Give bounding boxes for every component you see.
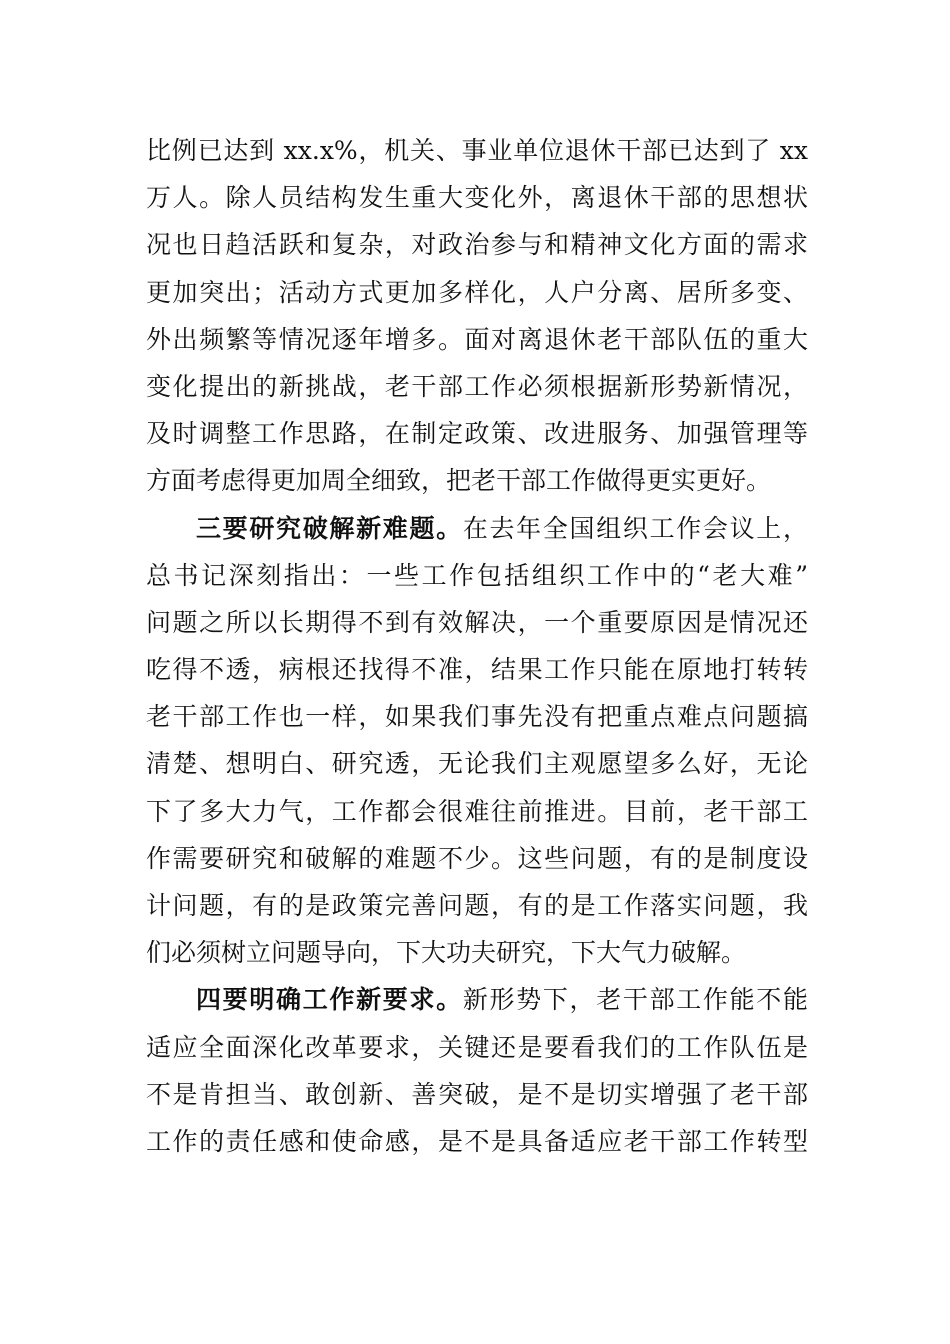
text-line: 及时调整工作思路，在制定政策、改进服务、加强管理等 [146,419,808,449]
text-line: 吃得不透，病根还找得不准，结果工作只能在原地打转转 [146,655,808,685]
text-line: 下了多大力气，工作都会很难往前推进。目前，老干部工 [146,796,808,826]
text-line: 方面考虑得更加周全细致，把老干部工作做得更实更好。 [146,466,772,496]
paragraph-first-line-text: 新形势下，老干部工作能不能 [462,985,808,1015]
text-line: 工作的责任感和使命感，是不是具备适应老干部工作转型 [146,1126,808,1156]
text-line: 作需要研究和破解的难题不少。这些问题，有的是制度设 [146,843,808,873]
text-line: 总书记深刻指出：一些工作包括组织工作中的“老大难” [146,560,808,590]
paragraph-heading: 三要研究破解新难题。 [196,513,463,543]
text-line: 不是肯担当、敢创新、善突破，是不是切实增强了老干部 [146,1079,808,1109]
text-line: 万人。除人员结构发生重大变化外，离退休干部的思想状 [146,183,808,213]
paragraph-3 [146,976,808,1165]
text-line: 更加突出；活动方式更加多样化，人户分离、居所多变、 [146,277,808,307]
paragraph-first-line [146,505,808,552]
paragraph-first-line [146,976,808,1023]
paragraph-1 [146,127,808,505]
paragraph-2 [146,505,808,977]
text-line: 计问题，有的是政策完善问题，有的是工作落实问题，我 [146,891,808,920]
document-body [146,127,808,1165]
paragraph-first-line-text: 在去年全国组织工作会议上， [462,513,808,543]
text-line: 们必须树立问题导向，下大功夫研究，下大气力破解。 [146,938,747,968]
text-line: 比例已达到 xx.x%，机关、事业单位退休干部已达到了 xx [146,136,808,165]
text-line: 适应全面深化改革要求，关键还是要看我们的工作队伍是 [146,1032,808,1062]
text-line: 老干部工作也一样，如果我们事先没有把重点难点问题搞 [146,702,808,732]
text-line: 况也日趋活跃和复杂，对政治参与和精神文化方面的需求 [146,230,808,260]
paragraph-heading: 四要明确工作新要求。 [196,985,463,1015]
text-line: 外出频繁等情况逐年增多。面对离退休老干部队伍的重大 [146,324,808,354]
text-line: 清楚、想明白、研究透，无论我们主观愿望多么好，无论 [146,749,808,779]
text-line: 变化提出的新挑战，老干部工作必须根据新形势新情况， [146,371,808,401]
text-line: 问题之所以长期得不到有效解决，一个重要原因是情况还 [146,607,808,637]
